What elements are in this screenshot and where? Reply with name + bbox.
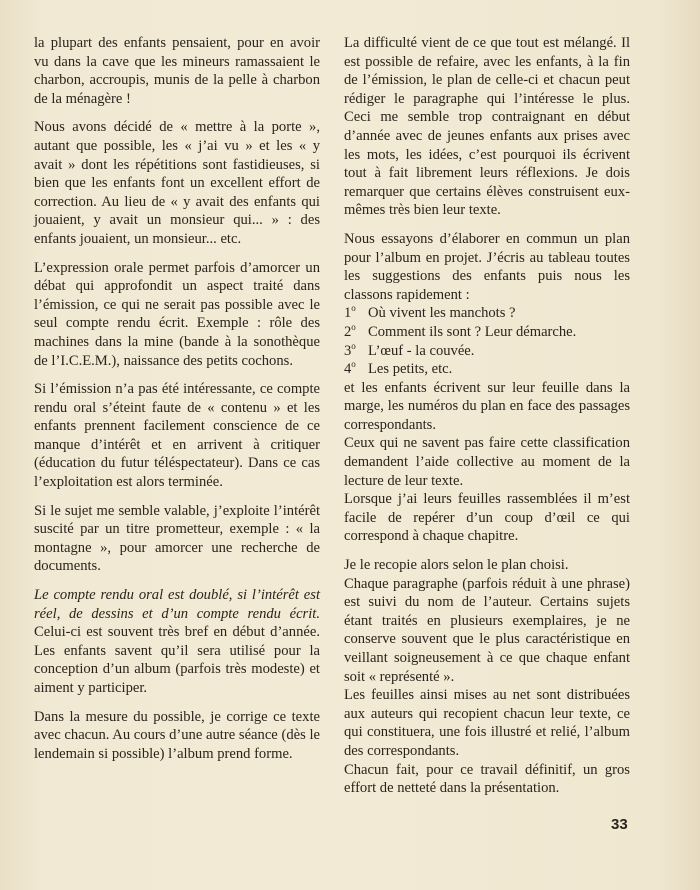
- plan-item-number: 2$^o$: [344, 322, 356, 340]
- paragraph: la plupart des enfants pensaient, pour en avoir vu dans la cave que les mineurs ramassaient le charbon, accroupis, munis de la pelle à charbon de la ménagère !: [34, 35, 320, 107]
- plan-item-text: Comment ils sont ? Leur démarche.: [368, 323, 577, 340]
- paragraph: Si le sujet me semble valable, j’exploite l’intérêt suscité par un titre prometteur, exemple : « la montagne », pour amorcer une recherche de documents.: [34, 502, 320, 575]
- paragraph: L’expression orale permet parfois d’amorcer un débat qui approfondit un aspect traité dans l’émission, ce qui ne serait pas possible avec le seul compte rendu écrit. Exemple : rôle des machines dans la mine (bande à la sonothèque de l’I.C.E.M.), naissance des petits cochons.: [34, 259, 320, 369]
- paragraph: Les feuilles ainsi mises au net sont distribuées aux auteurs qui recopient chacun leur texte, ce qui constituera, une fois illustré et relié, l’album des correspondants.: [344, 687, 630, 759]
- plan-list: [344, 304, 630, 378]
- paragraph: Si l’émission n’a pas été intéressante, ce compte rendu oral s’éteint faute de « contenu » et les enfants prennent facilement conscience de ce manque d’intérêt et en arrivent à critiquer (éducation du futur téléspectateur). Dans ce cas l’exploitation est alors terminée.: [34, 381, 320, 491]
- paragraph: Lorsque j’ai leurs feuilles rassemblées il m’est facile de repérer d’un coup d’œil ce qui correspond à chaque chapitre.: [344, 491, 630, 545]
- paragraph: et les enfants écrivent sur leur feuille dans la marge, les numéros du plan en face des passages correspondants.: [344, 379, 630, 433]
- paragraph: Nous essayons d’élaborer en commun un plan pour l’album en projet. J’écris au tableau toutes les suggestions des enfants puis nous les classons rapidement :: [344, 230, 630, 303]
- plan-item: [344, 323, 630, 342]
- page-number: 33: [611, 816, 628, 833]
- plan-item-text: L’œuf - la couvée.: [368, 342, 475, 359]
- paragraph: Chaque paragraphe (parfois réduit à une phrase) est suivi du nom de l’auteur. Certains sujets étant traités en plusieurs exemplaires, je ne conserve souvent que le plus caractéristique en veillant soigneusement à ce que chaque enfant soit « représenté ».: [344, 575, 630, 685]
- plan-item: [344, 360, 630, 379]
- plan-item-number: 1$^o$: [344, 303, 356, 322]
- plan-item: [344, 342, 630, 361]
- plan-item: [344, 304, 630, 323]
- left-column: [34, 34, 320, 773]
- paragraph: Ceux qui ne savent pas faire cette classification demandent l’aide collective au moment de la lecture de leur texte.: [344, 435, 630, 489]
- emphasized-text: Le compte rendu oral est doublé, si l’intérêt est réel, de dessins et d’un compte rendu écrit.: [34, 587, 320, 622]
- paragraph: La difficulté vient de ce que tout est mélangé. Il est possible de refaire, avec les enfants, à la fin de l’émission, le plan de celle-ci et chacun peut rédiger le paragraphe qui l’intéresse le plus. Ceci me semble trop contraignant en début d’année avec de jeunes enfants aux prises avec les mots, les idées, c’est pourquoi ils écrivent tout à fait librement leurs réflexions. Je dois remarquer que certains élèves construisent eux-mêmes très bien leur texte.: [344, 35, 630, 219]
- paragraph: Nous avons décidé de « mettre à la porte », autant que possible, les « j’ai vu » et les « y avait » dont les répétitions sont fastidieuses, si bien que les enfants font un excellent effort de correction. Au lieu de « y avait des enfants qui jouaient, y avait un monsieur qui... » : des enfants jouaient, un monsieur... etc.: [34, 119, 320, 247]
- plan-item-text: Où vivent les manchots ?: [368, 305, 516, 322]
- plan-item-text: Les petits, etc.: [368, 361, 453, 378]
- paragraph-text: Celui-ci est souvent très bref en début d’année. Les enfants savent qu’il sera utilisé pour la conception d’un album (parfois très modeste) et aiment y participer.: [34, 624, 320, 696]
- paragraph: Je le recopie alors selon le plan choisi.: [344, 557, 569, 574]
- plan-item-number: 4$^o$: [344, 359, 356, 378]
- paragraph: Chacun fait, pour ce travail définitif, un gros effort de netteté dans la présentation.: [344, 761, 630, 797]
- plan-item-number: 3$^o$: [344, 340, 356, 359]
- paragraph: [34, 586, 320, 698]
- right-column: [344, 34, 630, 808]
- paragraph: Dans la mesure du possible, je corrige ce texte avec chacun. Au cours d’une autre séance (dès le lendemain si possible) l’album prend forme.: [34, 708, 320, 762]
